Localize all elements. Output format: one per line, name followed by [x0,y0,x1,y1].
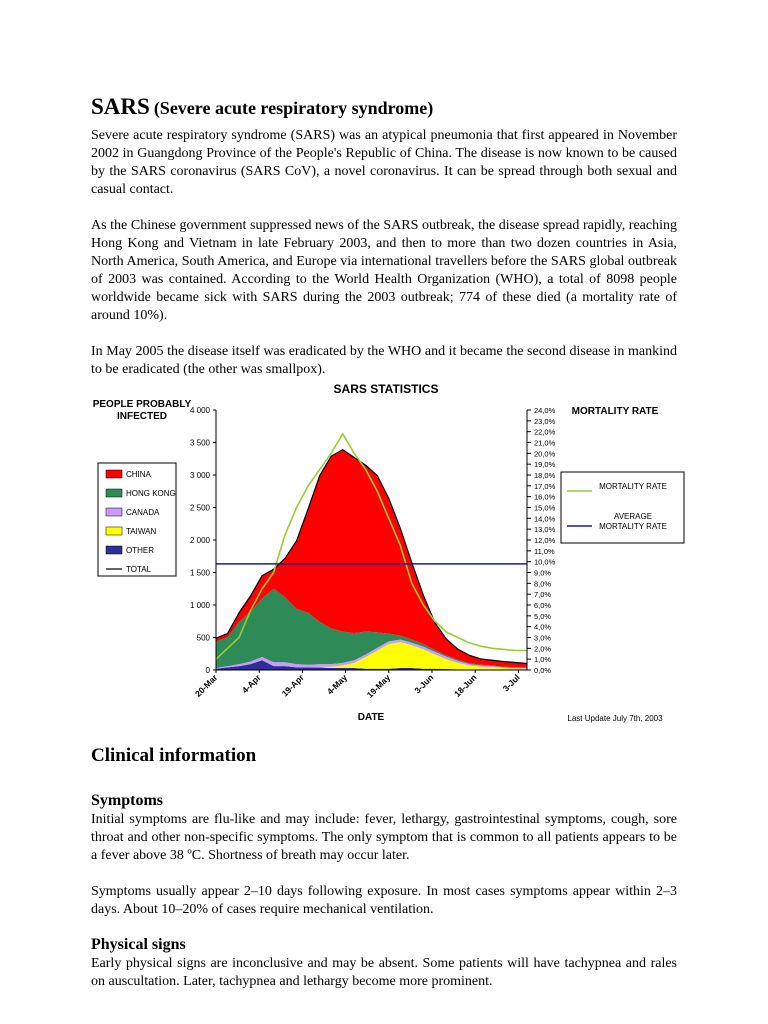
y-tick-label: 1 500 [189,568,210,578]
y-tick-label: 2 000 [189,536,210,545]
legend-label-line-2: MORTALITY RATE [599,522,667,531]
y2-tick-label: 10,0% [534,557,556,567]
y-tick-label: 2 500 [189,503,210,513]
y2-tick-label: 2,0% [534,644,552,654]
y2-tick-label: 21,0% [534,438,556,448]
y-tick-label: 3 000 [189,471,210,480]
symptoms-paragraph-2: Symptoms usually appear 2–10 days following exposure. In most cases symptoms appear within 2–3 days. About 10–20% of cases require mechanical ventilation. [91,884,677,917]
y-axis-label-line-1: PEOPLE PROBABLY [92,399,192,410]
y2-tick-label: 9,0% [534,568,552,578]
y-tick-label: 0 [205,666,210,675]
y2-tick-label: 22,0% [534,427,556,437]
y2-tick-label: 8,0% [534,579,552,589]
clinical-section [91,744,677,991]
x-tick-label: 4-May [324,672,349,697]
intro-paragraph-3: In May 2005 the disease itself was eradicated by the WHO and it became the second disease in mankind to be eradicated (the other was smallpox). [91,344,677,377]
y2-tick-label: 11,0% [534,546,555,556]
intro-paragraph-2: As the Chinese government suppressed news of the SARS outbreak, the disease spread rapidly, reaching Hong Kong and Vietnam in late February 2003, and then to more than two dozen countries in Asia, North America, South America, and Europe via international travellers before the SARS global outbreak of 2003 was contained. According to the World Health Organization (WHO), a total of 8098 people worldwide became sick with SARS during the 2003 outbreak; 774 of these died (a mortality rate of around 10%). [91,218,677,323]
y2-tick-label: 17,0% [534,481,556,491]
y2-tick-label: 5,0% [534,611,552,621]
y2-tick-label: 20,0% [534,449,556,459]
symptoms-heading: Symptoms [91,792,164,809]
legend-label: OTHER [126,546,154,555]
title-main: SARS [91,94,150,119]
y2-tick-label: 14,0% [534,514,556,524]
x-tick-label: 18-Jun [452,672,479,699]
y2-tick-label: 6,0% [534,601,552,610]
y-tick-label: 500 [196,633,210,643]
legend-label: CANADA [126,508,160,517]
legend-label: CHINA [126,470,151,479]
legend-swatch-taiwan [106,527,122,535]
legend-label: HONG KONG [126,489,176,498]
y2-tick-label: 18,0% [534,471,556,480]
legend-label-line-1: AVERAGE [613,512,653,521]
y2-tick-label: 23,0% [534,416,556,426]
y2-axis-label: MORTALITY RATE [571,406,659,417]
legend-swatch-china [106,470,122,478]
y2-tick-label: 12,0% [534,536,556,545]
title-subtitle: (Severe acute respiratory syndrome) [153,98,434,118]
x-tick-label: 20-Mar [192,672,220,699]
y2-tick-label: 15,0% [534,503,556,513]
physical-signs-paragraph: Early physical signs are inconclusive and may be absent. Some patients will have tachypnea and rales on auscultation. Later, tachypnea and lethargy become more prominent. [91,956,677,989]
y-tick-label: 3 500 [189,438,210,448]
y2-tick-label: 0,0% [534,666,552,675]
x-tick-label: 3-Jun [412,672,436,696]
y2-tick-label: 13,0% [534,525,556,535]
legend-label: TAIWAN [126,527,157,536]
legend-left-box [98,463,176,576]
x-tick-label: 4-Apr [239,672,263,696]
y-axis-label-line-2: INFECTED [117,411,167,422]
legend-swatch-canada [106,508,122,516]
legend-label: TOTAL [126,565,152,574]
y2-tick-label: 16,0% [534,492,556,502]
y-tick-label: 4 000 [189,406,210,415]
y2-tick-label: 24,0% [534,406,556,415]
legend-swatch-hong-kong [106,489,122,497]
update-note: Last Update July 7th, 2003 [567,714,663,723]
x-tick-label: 3-Jul [500,672,522,694]
y2-tick-label: 19,0% [534,460,556,470]
x-axis-label: DATE [357,712,385,723]
legend-swatch-other [106,546,122,554]
y-tick-label: 1 000 [189,601,210,610]
y2-tick-label: 4,0% [534,622,552,632]
x-tick-label: 19-Apr [279,672,306,699]
y2-tick-label: 1,0% [534,655,552,665]
chart-title: SARS STATISTICS [333,382,439,396]
legend-label: MORTALITY RATE [599,482,667,491]
x-tick-label: 19-May [364,672,393,700]
intro-paragraph-1: Severe acute respiratory syndrome (SARS) was an atypical pneumonia that first appeared in November 2002 in Guangdong Province of the People's Republic of China. The disease is now known to be caused by the SARS coronavirus (SARS CoV), a novel coronavirus. It can be spread through both sexual and casual contact. [91,128,677,197]
y2-tick-label: 3,0% [534,633,552,643]
clinical-heading: Clinical information [91,745,257,766]
symptoms-paragraph-1: Initial symptoms are flu-like and may include: fever, lethargy, gastrointestinal symptoms, cough, sore throat and other non-specific symptoms. The only symptom that is common to all patients appears to be a fever above 38 ºC. Shortness of breath may occur later. [91,812,677,863]
physical-signs-heading: Physical signs [91,936,186,953]
y2-tick-label: 7,0% [534,590,552,600]
